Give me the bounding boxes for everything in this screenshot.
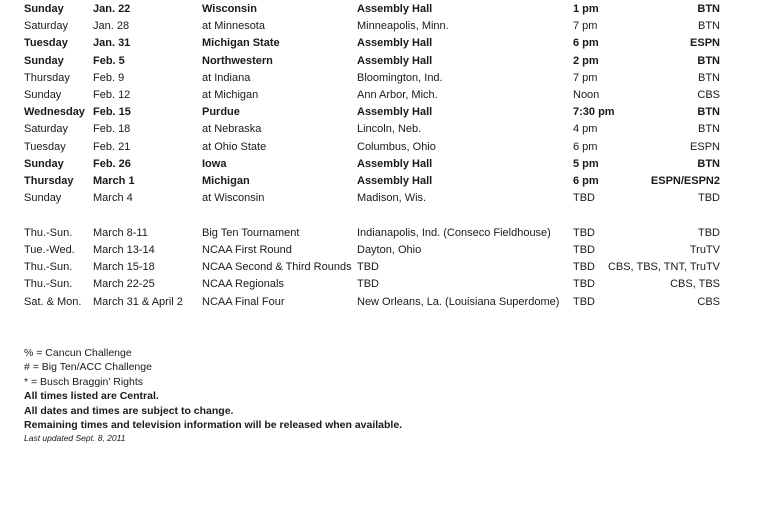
game-tv: CBS, TBS, TNT, TruTV [607, 261, 720, 274]
game-date: March 31 & April 2 [93, 295, 183, 308]
legend-big-ten-acc: # = Big Ten/ACC Challenge [24, 361, 152, 374]
game-tv: BTN [697, 157, 720, 170]
game-day: Sunday [24, 3, 64, 15]
game-site: Indianapolis, Ind. (Conseco Fieldhouse) [357, 226, 551, 239]
game-row [24, 190, 724, 207]
game-site: TBD [357, 278, 379, 291]
game-row [24, 70, 724, 87]
game-tv: BTN [698, 20, 720, 33]
game-site: Assembly Hall [357, 106, 433, 119]
game-date: Jan. 22 [93, 3, 131, 15]
game-site: Lincoln, Neb. [357, 123, 422, 136]
game-date: Jan. 31 [93, 37, 131, 50]
game-date: Feb. 18 [93, 123, 131, 136]
game-tv: TruTV [689, 244, 720, 257]
game-site: Minneapolis, Minn. [357, 20, 449, 33]
game-site: Assembly Hall [357, 174, 433, 187]
game-day: Thu.-Sun. [24, 278, 73, 291]
game-day: Thursday [24, 174, 74, 187]
game-date: March 13-14 [93, 244, 155, 257]
game-opponent: NCAA Final Four [202, 295, 285, 308]
game-opponent: NCAA Regionals [202, 278, 284, 291]
game-time: TBD [573, 261, 595, 274]
game-day: Sunday [24, 192, 62, 205]
game-date: Feb. 5 [93, 54, 125, 67]
game-day: Saturday [24, 123, 69, 136]
game-day: Thu.-Sun. [24, 226, 73, 239]
postseason-row [24, 225, 724, 242]
game-time: 2 pm [573, 54, 599, 67]
game-opponent: Michigan [202, 174, 250, 187]
game-opponent: at Nebraska [202, 123, 262, 136]
game-day: Tuesday [24, 140, 66, 153]
game-opponent: Michigan State [202, 37, 280, 50]
game-site: Assembly Hall [357, 157, 433, 170]
postseason-row [24, 242, 724, 259]
game-time: Noon [573, 88, 600, 101]
game-date: March 4 [93, 192, 133, 205]
game-time: 4 pm [573, 123, 598, 136]
game-row [24, 87, 724, 104]
game-tv: CBS [697, 88, 720, 101]
game-opponent: NCAA First Round [202, 244, 292, 257]
game-date: March 1 [93, 174, 135, 187]
game-site: Assembly Hall [357, 3, 433, 15]
game-site: Assembly Hall [357, 54, 433, 67]
game-opponent: at Ohio State [202, 140, 267, 153]
game-row [24, 121, 724, 138]
game-opponent: at Minnesota [202, 20, 265, 33]
game-opponent: Big Ten Tournament [202, 226, 300, 239]
game-row [24, 53, 724, 70]
disclaimer-tv-info: Remaining times and television information will be released when available. [24, 419, 403, 432]
game-day: Sunday [24, 54, 64, 67]
game-site: Dayton, Ohio [357, 244, 422, 257]
game-day: Sunday [24, 157, 64, 170]
game-opponent: Purdue [202, 106, 240, 119]
game-opponent: Northwestern [202, 54, 273, 67]
game-date: Feb. 15 [93, 106, 131, 119]
game-date: March 22-25 [93, 278, 155, 291]
notes-section [24, 346, 402, 445]
game-day: Tuesday [24, 37, 68, 50]
game-site: Madison, Wis. [357, 192, 427, 205]
game-tv: BTN [697, 54, 720, 67]
game-time: TBD [573, 244, 595, 257]
game-time: TBD [573, 295, 595, 308]
game-time: 6 pm [573, 140, 598, 153]
schedule-table [24, 1, 724, 311]
legend-braggin-rights: * = Busch Braggin' Rights [24, 375, 144, 388]
legend-cancun: % = Cancun Challenge [24, 347, 132, 359]
game-time: 7 pm [573, 71, 598, 84]
game-tv: CBS [697, 295, 720, 308]
game-opponent: at Michigan [202, 88, 259, 101]
section-spacer [24, 207, 724, 225]
game-day: Wednesday [24, 106, 85, 119]
game-tv: BTN [697, 3, 720, 15]
game-site: Assembly Hall [357, 37, 433, 50]
game-site: Ann Arbor, Mich. [357, 88, 438, 101]
game-row [24, 156, 724, 173]
game-date: March 15-18 [93, 261, 155, 274]
postseason-row [24, 294, 724, 311]
game-tv: TBD [698, 226, 720, 239]
game-opponent: at Wisconsin [202, 192, 265, 205]
game-row [24, 18, 724, 35]
game-site: Columbus, Ohio [357, 140, 436, 153]
game-day: Thursday [24, 71, 70, 84]
game-date: Feb. 26 [93, 157, 131, 170]
disclaimer-subject-to-change: All dates and times are subject to change. [24, 404, 234, 417]
game-tv: BTN [698, 71, 720, 84]
game-date: March 8-11 [93, 226, 148, 239]
game-opponent: NCAA Second & Third Rounds [202, 261, 352, 274]
game-tv: ESPN/ESPN2 [650, 174, 720, 187]
game-time: 7:30 pm [573, 106, 615, 119]
game-time: 6 pm [573, 174, 599, 187]
game-tv: BTN [698, 123, 720, 136]
game-time: TBD [573, 278, 595, 291]
game-opponent: Wisconsin [202, 3, 257, 15]
game-day: Sunday [24, 88, 62, 101]
game-row [24, 35, 724, 52]
game-tv: ESPN [690, 140, 720, 153]
game-day: Saturday [24, 20, 69, 33]
game-opponent: Iowa [202, 157, 227, 170]
postseason-row [24, 276, 724, 293]
game-site: TBD [357, 261, 379, 274]
game-date: Feb. 9 [93, 71, 125, 84]
game-date: Jan. 28 [93, 20, 130, 33]
game-day: Tue.-Wed. [24, 244, 75, 257]
game-row [24, 139, 724, 156]
game-tv: BTN [697, 106, 720, 119]
game-row [24, 104, 724, 121]
game-time: TBD [573, 192, 595, 205]
game-day: Sat. & Mon. [24, 295, 82, 308]
game-day: Thu.-Sun. [24, 261, 73, 274]
game-tv: TBD [698, 192, 720, 205]
game-time: TBD [573, 226, 595, 239]
game-date: Feb. 12 [93, 88, 131, 101]
game-row [24, 1, 724, 18]
game-site: Bloomington, Ind. [357, 71, 443, 84]
game-row [24, 173, 724, 190]
game-time: 6 pm [573, 37, 599, 50]
game-tv: CBS, TBS [670, 278, 720, 291]
game-date: Feb. 21 [93, 140, 131, 153]
game-time: 7 pm [573, 20, 598, 33]
disclaimer-central-time: All times listed are Central. [24, 390, 159, 403]
game-tv: ESPN [690, 37, 720, 50]
game-opponent: at Indiana [202, 71, 251, 84]
last-updated: Last updated Sept. 8, 2011 [24, 433, 126, 444]
game-time: 1 pm [573, 3, 599, 15]
postseason-row [24, 259, 724, 276]
game-time: 5 pm [573, 157, 599, 170]
game-site: New Orleans, La. (Louisiana Superdome) [357, 295, 560, 308]
